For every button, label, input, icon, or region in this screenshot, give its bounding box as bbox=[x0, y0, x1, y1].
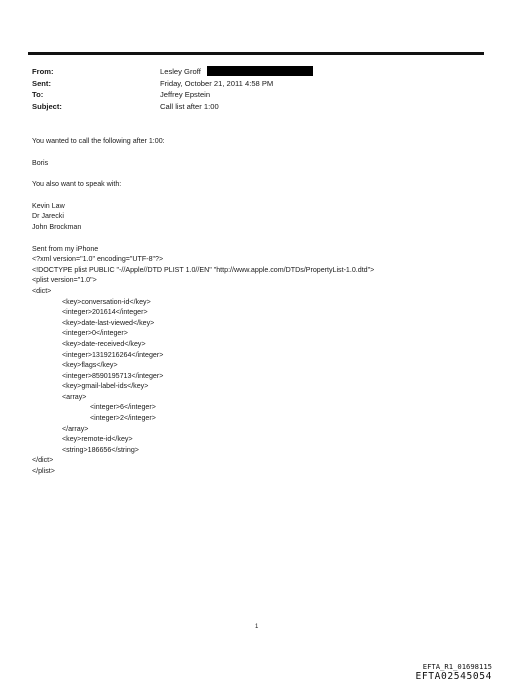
xml-line: <key>date-last-viewed</key> bbox=[62, 318, 155, 327]
xml-line: </dict> bbox=[32, 456, 54, 465]
header-rule bbox=[28, 52, 484, 55]
sent-row bbox=[32, 78, 313, 90]
contact-name: Dr Jarecki bbox=[32, 212, 64, 221]
xml-line: <key>date-received</key> bbox=[62, 339, 146, 348]
xml-line: <integer>201614</integer> bbox=[62, 308, 148, 317]
contact-name: Kevin Law bbox=[32, 201, 65, 210]
page-number: 1 bbox=[255, 624, 259, 630]
xml-line: <integer>8590195713</integer> bbox=[62, 371, 164, 380]
xml-line: </array> bbox=[62, 424, 89, 433]
to-row bbox=[32, 89, 313, 101]
xml-line: <!DOCTYPE plist PUBLIC "-//Apple//DTD PLIST 1.0//EN" "http://www.apple.com/DTDs/PropertyList-1.0.dtd"> bbox=[32, 265, 375, 274]
to-value: Jeffrey Epstein bbox=[160, 90, 211, 99]
from-label: From: bbox=[32, 67, 54, 76]
signature-line: Sent from my iPhone bbox=[32, 244, 99, 253]
xml-line: <?xml version="1.0" encoding="UTF-8"?> bbox=[32, 255, 164, 264]
xml-line: <plist version="1.0"> bbox=[32, 276, 97, 285]
body-line: Boris bbox=[32, 158, 49, 167]
subject-value: Call list after 1:00 bbox=[160, 101, 219, 111]
sent-value: Friday, October 21, 2011 4:58 PM bbox=[160, 78, 274, 88]
xml-line: <key>remote-id</key> bbox=[62, 435, 133, 444]
redaction-box bbox=[207, 66, 313, 76]
xml-line: </plist> bbox=[32, 467, 55, 476]
xml-line: <array> bbox=[62, 392, 87, 401]
bates-footer bbox=[415, 662, 492, 682]
subject-row bbox=[32, 101, 313, 113]
xml-line: <key>conversation-id</key> bbox=[62, 297, 151, 306]
from-value: Lesley Groff bbox=[160, 67, 201, 76]
xml-line: <integer>1319216264</integer> bbox=[62, 350, 164, 359]
xml-line: <integer>2</integer> bbox=[90, 414, 156, 423]
email-body bbox=[32, 136, 374, 477]
email-header bbox=[32, 66, 313, 112]
xml-line: <key>gmail-label-ids</key> bbox=[62, 382, 149, 391]
from-row bbox=[32, 66, 313, 78]
body-line: You wanted to call the following after 1:00: bbox=[32, 137, 165, 145]
sent-label: Sent: bbox=[32, 78, 51, 88]
bates-number-primary: EFTA_R1_01698115 bbox=[422, 662, 492, 671]
xml-line: <key>flags</key> bbox=[62, 361, 118, 370]
bates-number-secondary: EFTA02545054 bbox=[415, 671, 492, 682]
xml-line: <string>186656</string> bbox=[62, 445, 139, 454]
contact-name: John Brockman bbox=[32, 222, 82, 231]
subject-label: Subject: bbox=[32, 101, 62, 111]
xml-line: <integer>0</integer> bbox=[62, 329, 128, 338]
body-line: You also want to speak with: bbox=[32, 180, 122, 189]
xml-line: <integer>6</integer> bbox=[90, 403, 156, 412]
xml-line: <dict> bbox=[32, 286, 52, 295]
to-label: To: bbox=[32, 90, 44, 99]
